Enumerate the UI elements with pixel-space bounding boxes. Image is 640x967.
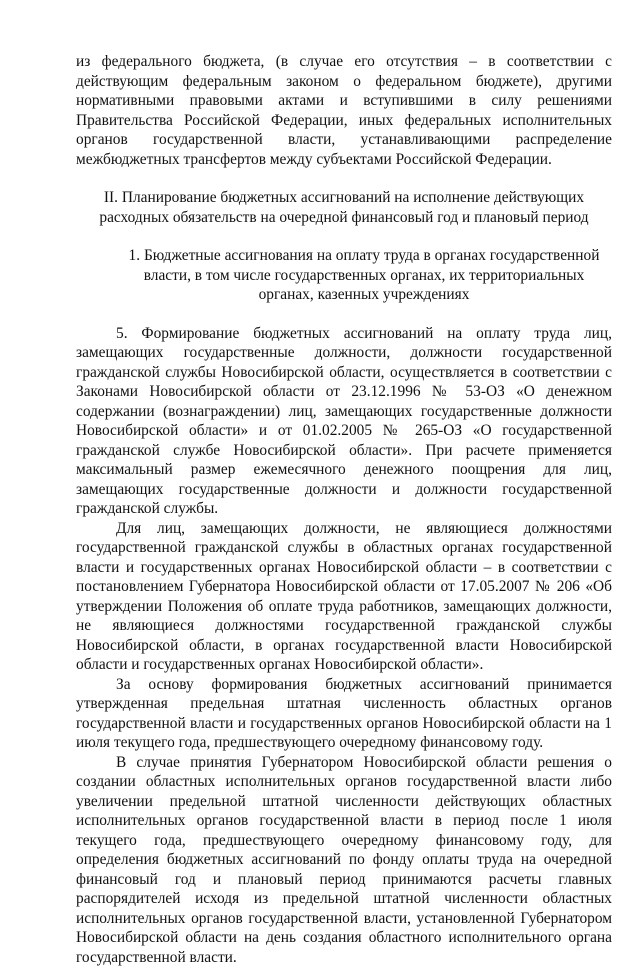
intro-paragraph: из федерального бюджета, (в случае его отсутствия – в соответствии с действующим федеральным законом о федеральном бюджете), другими нормативными правовыми актами и вступившими в силу решениями Правительства Российской Федерации, иных федеральных исполнительных органов государственной власти, устанавливающими распределение межбюджетных трансфертов между субъектами Российской Федерации.: [76, 52, 612, 169]
section-heading: II. Планирование бюджетных ассигнований на исполнение действующих расходных обязательств на очередной финансовый год и плановый период: [76, 188, 612, 227]
paragraph-new-bodies: В случае принятия Губернатором Новосибирской области решения о создании областных исполнительных органов государственной власти либо увеличении предельной штатной численности действующих областных исполнительных органов государственной власти в период после 1 июля текущего года, предшествующего очередному финансовому году, для определения бюджетных ассигнований по фонду оплаты труда на очередной финансовый год и плановый период принимаются расчеты главных распорядителей исходя из предельной штатной численности областных исполнительных органов государственной власти, установленной Губернатором Новосибирской области на день создания областного исполнительного органа государственной власти.: [76, 753, 612, 967]
paragraph-non-civil-service: Для лиц, замещающих должности, не являющиеся должностями государственной гражданской службы в областных органах государственной власти и государственных органах Новосибирской области – в соответствии с постановлением Губернатора Новосибирской области от 17.05.2007 № 206 «Об утверждении Положения об оплате труда работников, замещающих должности, не являющиеся должностями государственной гражданской службы Новосибирской области, в органах государственной власти Новосибирской области и государственных органах Новосибирской области».: [76, 519, 612, 675]
paragraph-staff-basis: За основу формирования бюджетных ассигнований принимается утвержденная предельная штатная численность областных органов государственной власти и государственных органов Новосибирской области на 1 июля текущего года, предшествующего очередному финансовому году.: [76, 675, 612, 753]
paragraph-5: 5. Формирование бюджетных ассигнований на оплату труда лиц, замещающих государственные должности, должности государственной гражданской службы Новосибирской области, осуществляется в соответствии с Законами Новосибирской области от 23.12.1996 № 53-ОЗ «О денежном содержании (вознаграждении) лиц, замещающих государственные должности Новосибирской области» и от 01.02.2005 № 265-ОЗ «О государственной гражданской службе Новосибирской области». При расчете применяется максимальный размер ежемесячного денежного поощрения для лиц, замещающих государственные должности и должности государственной гражданской службы.: [76, 324, 612, 519]
document-page: [76, 52, 612, 967]
subsection-heading: 1. Бюджетные ассигнования на оплату труда в органах государственной власти, в том числе государственных органах, их территориальных органах, казенных учреждениях: [76, 246, 612, 305]
